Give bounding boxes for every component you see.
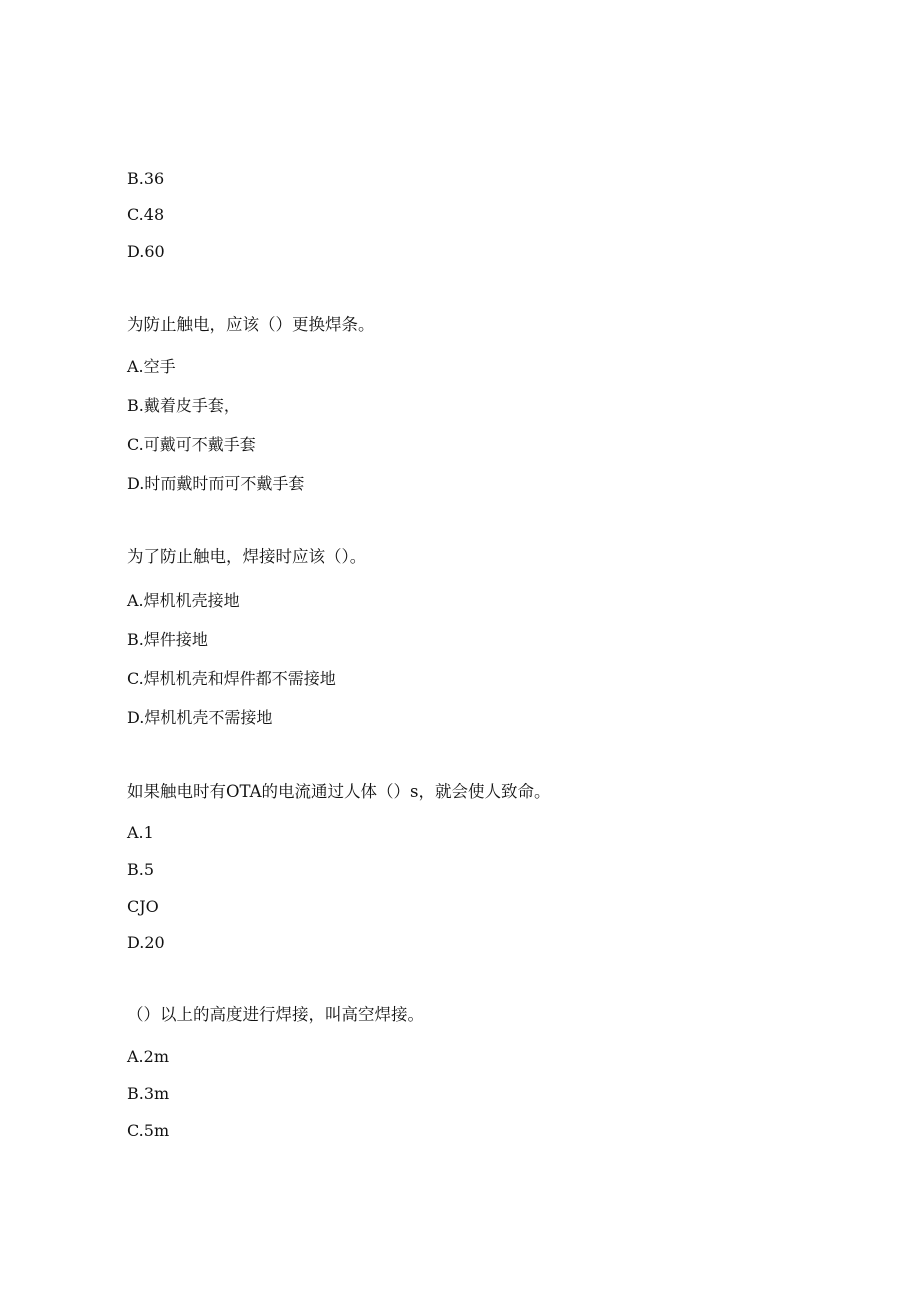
option-c: C.焊机机壳和焊件都不需接地 bbox=[127, 669, 336, 688]
question-text: 为防止触电，应该（）更换焊条。 bbox=[127, 315, 375, 334]
question-text: 为了防止触电，焊接时应该（）。 bbox=[127, 547, 367, 566]
option-d: D.60 bbox=[127, 242, 165, 261]
option-b: B.3m bbox=[127, 1084, 170, 1103]
option-a: A.2m bbox=[127, 1047, 169, 1066]
option-d: D.焊机机壳不需接地 bbox=[127, 708, 273, 727]
option-d: D.20 bbox=[127, 933, 165, 952]
option-c: C.5m bbox=[127, 1121, 170, 1140]
option-b: B.36 bbox=[127, 169, 165, 188]
option-b: B.戴着皮手套， bbox=[127, 396, 240, 415]
option-b: B.5 bbox=[127, 860, 155, 879]
option-c: CJO bbox=[127, 897, 159, 916]
option-d: D.时而戴时而可不戴手套 bbox=[127, 474, 305, 493]
option-c: C.48 bbox=[127, 205, 165, 224]
question-text: 如果触电时有OTA的电流通过人体（）s，就会使人致命。 bbox=[127, 782, 551, 801]
option-a: A.焊机机壳接地 bbox=[127, 591, 240, 610]
option-a: A.空手 bbox=[127, 357, 176, 376]
option-a: A.1 bbox=[127, 823, 154, 842]
option-b: B.焊件接地 bbox=[127, 630, 208, 649]
option-c: C.可戴可不戴手套 bbox=[127, 435, 256, 454]
question-text: （）以上的高度进行焊接，叫高空焊接。 bbox=[127, 1005, 424, 1024]
